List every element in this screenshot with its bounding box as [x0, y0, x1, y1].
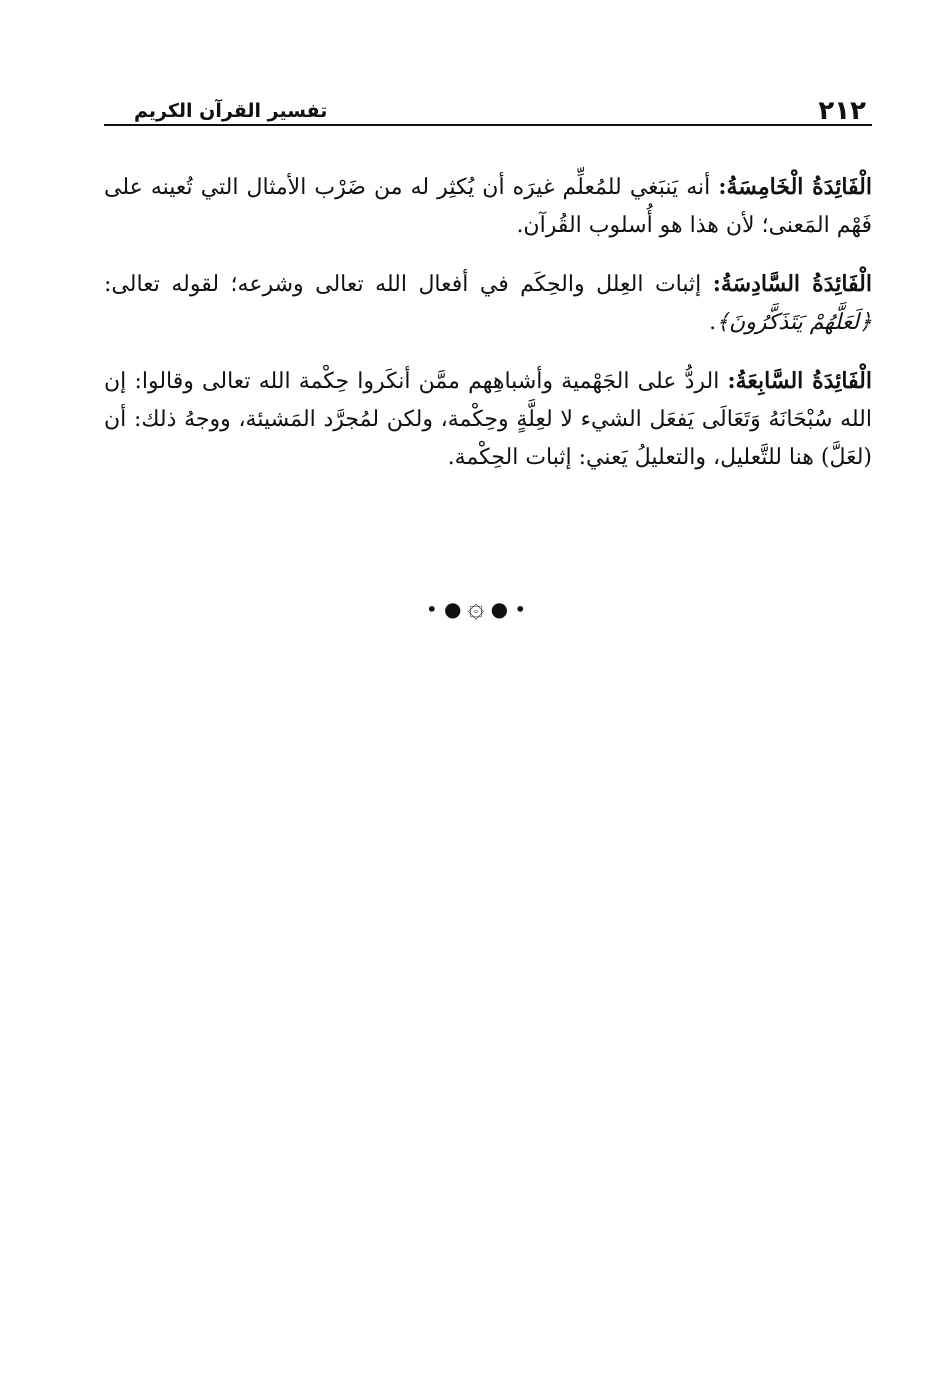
ornament-flower-icon: ۞ — [467, 590, 485, 623]
ornament-dots-left: • ● — [425, 597, 462, 621]
paragraph-label: الْفَائِدَةُ السَّابِعَةُ: — [727, 368, 872, 394]
running-title: تفسير القرآن الكريم — [134, 100, 328, 122]
quran-quote: ﴿لَعَلَّهُمْ يَتَذَكَّرُونَ﴾ — [716, 310, 872, 335]
header-rule — [104, 124, 872, 126]
paragraph-label: الْفَائِدَةُ السَّادِسَةُ: — [712, 271, 872, 297]
paragraph-text: الردُّ على الجَهْمية وأشباهِهم ممَّن أنكَروا حِكْمة الله تعالى وقالوا: إن الله سُبْحَانَهُ وَتَعَالَى يَفعَل الشيء لا لعِلَّةٍ وحِكْمة، ولكن لمُجرَّد المَشيئة، ووجهُ ذلك: أن (لعَلَّ) هنا للتَّعليل، والتعليلُ يَعني: إثبات الحِكْمة. — [104, 369, 872, 470]
ornament-dots-right: ● • — [490, 597, 527, 621]
section-end-ornament — [0, 590, 952, 623]
paragraph-fifth-benefit — [104, 168, 872, 245]
paragraph-tail: . — [709, 310, 717, 335]
paragraph-text: إثبات العِلل والحِكَم في أفعال الله تعالى وشرعه؛ لقوله تعالى: — [104, 272, 713, 297]
paragraph-seventh-benefit — [104, 362, 872, 477]
page-number: ٢١٢ — [818, 96, 866, 126]
paragraph-label: الْفَائِدَةُ الْخَامِسَةُ: — [718, 174, 872, 200]
paragraph-text: أنه يَنبَغي للمُعلِّم غيرَه أن يُكثِر له من ضَرْب الأمثال التي تُعينه على فَهْم المَعنى؛ لأن هذا هو أُسلوب القُرآن. — [104, 175, 872, 238]
main-text — [104, 168, 872, 497]
paragraph-sixth-benefit — [104, 265, 872, 342]
